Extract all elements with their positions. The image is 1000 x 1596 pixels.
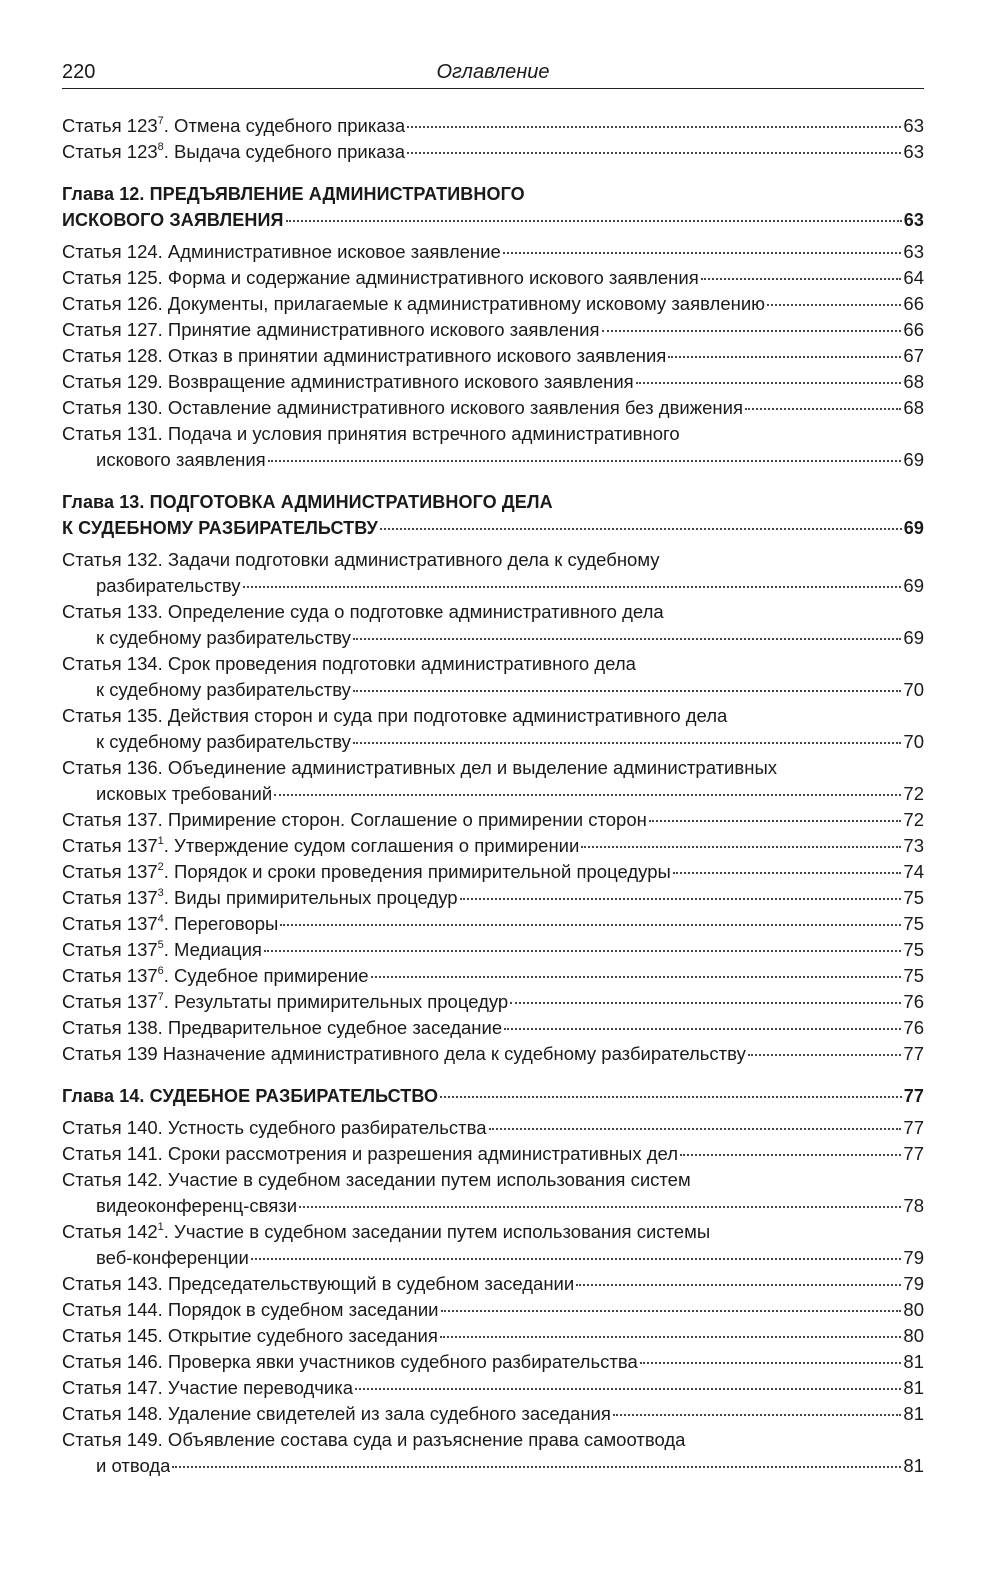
- page-ref: 76: [903, 1017, 924, 1038]
- toc-entry[interactable]: Статья 146. Проверка явки участников судебного разбирательства 81: [62, 1349, 924, 1375]
- page-ref: 77: [903, 1086, 924, 1106]
- page-ref: 81: [903, 1351, 924, 1372]
- page-ref: 63: [903, 141, 924, 162]
- toc-entry[interactable]: Статья 138. Предварительное судебное заседание 76: [62, 1015, 924, 1041]
- toc-entry[interactable]: Статья 136. Объединение административных дел и выделение административных исковых требований 72: [62, 755, 924, 807]
- dot-leader: [264, 950, 901, 952]
- chapter-heading[interactable]: Глава 12. ПРЕДЪЯВЛЕНИЕ АДМИНИСТРАТИВНОГО ИСКОВОГО ЗАЯВЛЕНИЯ 63: [62, 181, 924, 233]
- dot-leader: [673, 872, 902, 874]
- page-ref: 68: [903, 397, 924, 418]
- dot-leader: [286, 220, 902, 222]
- dot-leader: [353, 690, 901, 692]
- dot-leader: [636, 382, 902, 384]
- dot-leader: [371, 976, 902, 978]
- page-ref: 72: [903, 809, 924, 830]
- page-ref: 78: [903, 1195, 924, 1216]
- page-ref: 81: [903, 1377, 924, 1398]
- page-ref: 69: [903, 627, 924, 648]
- dot-leader: [581, 846, 901, 848]
- dot-leader: [243, 586, 902, 588]
- dot-leader: [441, 1310, 902, 1312]
- chapter-heading[interactable]: Глава 14. СУДЕБНОЕ РАЗБИРАТЕЛЬСТВО 77: [62, 1083, 924, 1109]
- page-ref: 74: [903, 861, 924, 882]
- toc-entry[interactable]: Статья 133. Определение суда о подготовке административного дела к судебному разбирательству 69: [62, 599, 924, 651]
- dot-leader: [407, 152, 901, 154]
- dot-leader: [649, 820, 902, 822]
- toc-entry[interactable]: Статья $137^4$. Переговоры 75: [62, 911, 924, 937]
- page-ref: 68: [903, 371, 924, 392]
- toc-entry[interactable]: Статья 140. Устность судебного разбирательства 77: [62, 1115, 924, 1141]
- toc-entry[interactable]: Статья 131. Подача и условия принятия встречного административного искового заявления 69: [62, 421, 924, 473]
- page-ref: 69: [903, 575, 924, 596]
- page-ref: 63: [903, 210, 924, 230]
- dot-leader: [440, 1096, 902, 1098]
- dot-leader: [680, 1154, 901, 1156]
- dot-leader: [380, 528, 902, 530]
- page-ref: 77: [903, 1117, 924, 1138]
- dot-leader: [510, 1002, 901, 1004]
- page-ref: 79: [903, 1273, 924, 1294]
- page-ref: 69: [903, 449, 924, 470]
- dot-leader: [489, 1128, 902, 1130]
- dot-leader: [280, 924, 901, 926]
- dot-leader: [274, 794, 901, 796]
- toc-entry[interactable]: Статья 143. Председательствующий в судебном заседании 79: [62, 1271, 924, 1297]
- toc-entry[interactable]: Статья 135. Действия сторон и суда при подготовке административного дела к судебному разбирательству 70: [62, 703, 924, 755]
- page-number: 220: [62, 61, 96, 83]
- page-ref: 81: [903, 1455, 924, 1476]
- dot-leader: [268, 460, 902, 462]
- page-ref: 67: [903, 345, 924, 366]
- toc-entry[interactable]: Статья 141. Сроки рассмотрения и разрешения административных дел 77: [62, 1141, 924, 1167]
- dot-leader: [355, 1388, 901, 1390]
- toc-entry[interactable]: Статья $137^2$. Порядок и сроки проведения примирительной процедуры 74: [62, 859, 924, 885]
- toc-entry[interactable]: Статья 128. Отказ в принятии административного искового заявления 67: [62, 343, 924, 369]
- toc-entry[interactable]: Статья 130. Оставление административного искового заявления без движения 68: [62, 395, 924, 421]
- dot-leader: [504, 1028, 901, 1030]
- page-ref: 77: [903, 1143, 924, 1164]
- page-ref: 70: [903, 679, 924, 700]
- page-ref: 69: [903, 518, 924, 538]
- page-ref: 75: [903, 887, 924, 908]
- toc-entry[interactable]: Статья 147. Участие переводчика 81: [62, 1375, 924, 1401]
- toc-entry[interactable]: Статья 139 Назначение административного дела к судебному разбирательству 77: [62, 1041, 924, 1067]
- dot-leader: [460, 898, 902, 900]
- page-ref: 64: [903, 267, 924, 288]
- dot-leader: [748, 1054, 902, 1056]
- dot-leader: [602, 330, 902, 332]
- page-ref: 75: [903, 913, 924, 934]
- toc-entry[interactable]: Статья $123^8$. Выдача судебного приказа 63: [62, 139, 924, 165]
- page-ref: 66: [903, 319, 924, 340]
- page-ref: 70: [903, 731, 924, 752]
- chapter-heading[interactable]: Глава 13. ПОДГОТОВКА АДМИНИСТРАТИВНОГО ДЕЛА К СУДЕБНОМУ РАЗБИРАТЕЛЬСТВУ 69: [62, 489, 924, 541]
- toc-entry[interactable]: Статья $137^6$. Судебное примирение 75: [62, 963, 924, 989]
- page-ref: 79: [903, 1247, 924, 1268]
- dot-leader: [668, 356, 901, 358]
- toc-entry[interactable]: Статья 132. Задачи подготовки административного дела к судебному разбирательству 69: [62, 547, 924, 599]
- page-ref: 81: [903, 1403, 924, 1424]
- dot-leader: [701, 278, 902, 280]
- dot-leader: [640, 1362, 902, 1364]
- toc-entry[interactable]: Статья 148. Удаление свидетелей из зала судебного заседания 81: [62, 1401, 924, 1427]
- page-ref: 76: [903, 991, 924, 1012]
- dot-leader: [407, 126, 901, 128]
- page-ref: 63: [903, 115, 924, 136]
- page-ref: 75: [903, 939, 924, 960]
- toc-entry[interactable]: Статья $137^7$. Результаты примирительных процедур 76: [62, 989, 924, 1015]
- toc-entry[interactable]: Статья $137^1$. Утверждение судом соглашения о примирении 73: [62, 833, 924, 859]
- dot-leader: [172, 1466, 901, 1468]
- page-ref: 75: [903, 965, 924, 986]
- page-ref: 66: [903, 293, 924, 314]
- page-ref: 80: [903, 1325, 924, 1346]
- toc-entry[interactable]: Статья 127. Принятие административного искового заявления 66: [62, 317, 924, 343]
- dot-leader: [353, 742, 901, 744]
- toc-entry[interactable]: Статья 137. Примирение сторон. Соглашение о примирении сторон 72: [62, 807, 924, 833]
- table-of-contents: [62, 113, 924, 1479]
- dot-leader: [613, 1414, 902, 1416]
- page-ref: 63: [903, 241, 924, 262]
- toc-entry[interactable]: Статья 149. Объявление состава суда и разъяснение права самоотвода и отвода 81: [62, 1427, 924, 1479]
- dot-leader: [503, 252, 902, 254]
- header-rule: [62, 88, 924, 89]
- dot-leader: [745, 408, 901, 410]
- page-ref: 73: [903, 835, 924, 856]
- page-ref: 72: [903, 783, 924, 804]
- toc-entry[interactable]: Статья $137^3$. Виды примирительных процедур 75: [62, 885, 924, 911]
- running-head: [62, 58, 924, 86]
- dot-leader: [251, 1258, 902, 1260]
- page-ref: 77: [903, 1043, 924, 1064]
- toc-entry[interactable]: Статья 134. Срок проведения подготовки административного дела к судебному разбирательству 70: [62, 651, 924, 703]
- toc-entry[interactable]: Статья $142^1$. Участие в судебном заседании путем использования системы веб-конференции 79: [62, 1219, 924, 1271]
- toc-page: [62, 58, 924, 1479]
- page-ref: 80: [903, 1299, 924, 1320]
- dot-leader: [576, 1284, 901, 1286]
- dot-leader: [767, 304, 901, 306]
- toc-entry[interactable]: Статья 142. Участие в судебном заседании путем использования систем видеоконференц-связи 78: [62, 1167, 924, 1219]
- toc-entry[interactable]: Статья 129. Возвращение административного искового заявления 68: [62, 369, 924, 395]
- toc-entry[interactable]: Статья $137^5$. Медиация 75: [62, 937, 924, 963]
- running-title: Оглавление: [436, 61, 550, 83]
- dot-leader: [299, 1206, 901, 1208]
- toc-entry[interactable]: Статья 145. Открытие судебного заседания 80: [62, 1323, 924, 1349]
- dot-leader: [440, 1336, 902, 1338]
- dot-leader: [353, 638, 901, 640]
- toc-entry[interactable]: Статья $123^7$. Отмена судебного приказа 63: [62, 113, 924, 139]
- toc-entry[interactable]: Статья 126. Документы, прилагаемые к административному исковому заявлению 66: [62, 291, 924, 317]
- toc-entry[interactable]: Статья 124. Административное исковое заявление 63: [62, 239, 924, 265]
- toc-entry[interactable]: Статья 144. Порядок в судебном заседании 80: [62, 1297, 924, 1323]
- toc-entry[interactable]: Статья 125. Форма и содержание административного искового заявления 64: [62, 265, 924, 291]
